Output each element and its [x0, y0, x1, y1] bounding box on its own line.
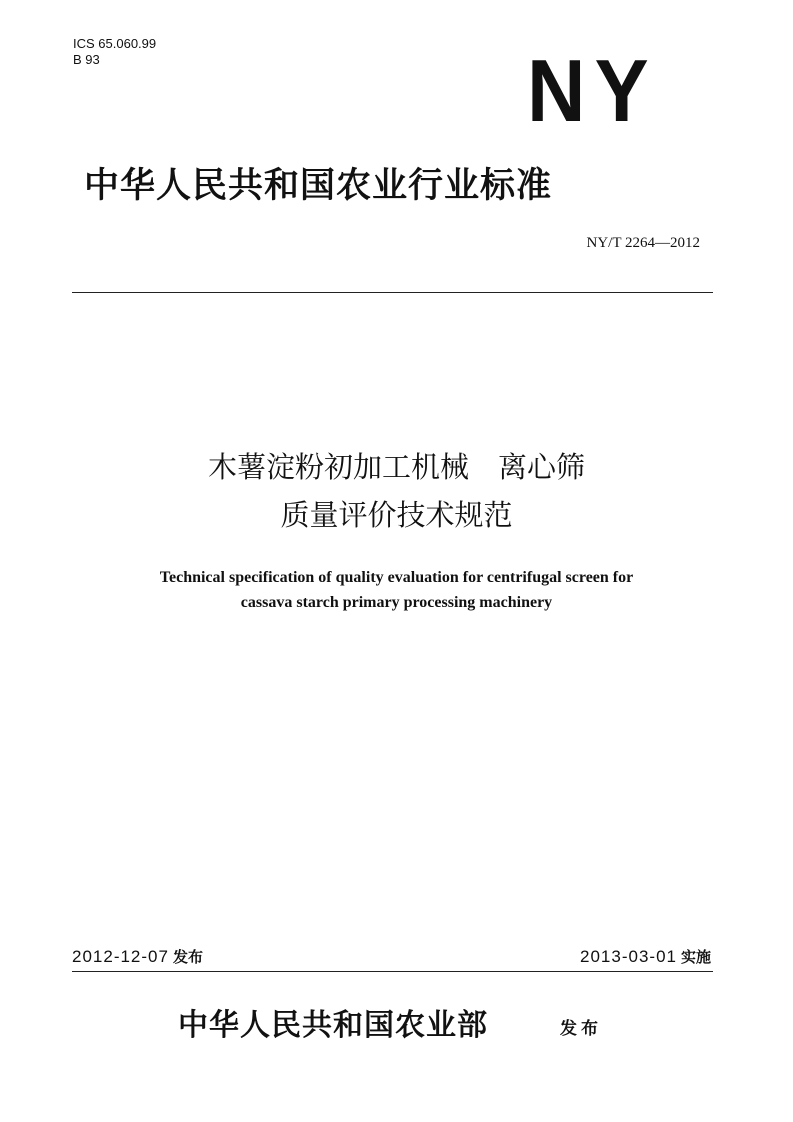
- ics-code: ICS 65.060.99: [73, 36, 157, 51]
- footer-divider: [72, 971, 713, 972]
- classification-codes: [73, 36, 156, 68]
- title-en-line2: cassava starch primary processing machinery: [240, 594, 553, 611]
- ny-logo: NY: [527, 41, 658, 140]
- issue-date: 2012-12-07: [72, 947, 169, 966]
- title-cn-line1: 木薯淀粉初加工机械 离心筛: [207, 450, 585, 484]
- ccs-code: B 93: [73, 52, 100, 67]
- implement-date-block: [580, 946, 711, 968]
- issue-label: 发布: [172, 948, 203, 966]
- standard-category-title: 中华人民共和国农业行业标准: [84, 166, 553, 206]
- standard-number: NY/T 2264—2012: [586, 235, 700, 251]
- header-divider: [72, 292, 713, 293]
- title-en-line1: Technical specification of quality evaluation for centrifugal screen for: [159, 569, 634, 586]
- issuer-label: 发布: [560, 1019, 602, 1039]
- implement-label: 实施: [680, 948, 711, 966]
- issuing-authority: 中华人民共和国农业部: [178, 1008, 488, 1043]
- issue-date-block: [72, 946, 203, 968]
- title-cn-line2: 质量评价技术规范: [280, 498, 513, 532]
- implement-date: 2013-03-01: [580, 947, 677, 966]
